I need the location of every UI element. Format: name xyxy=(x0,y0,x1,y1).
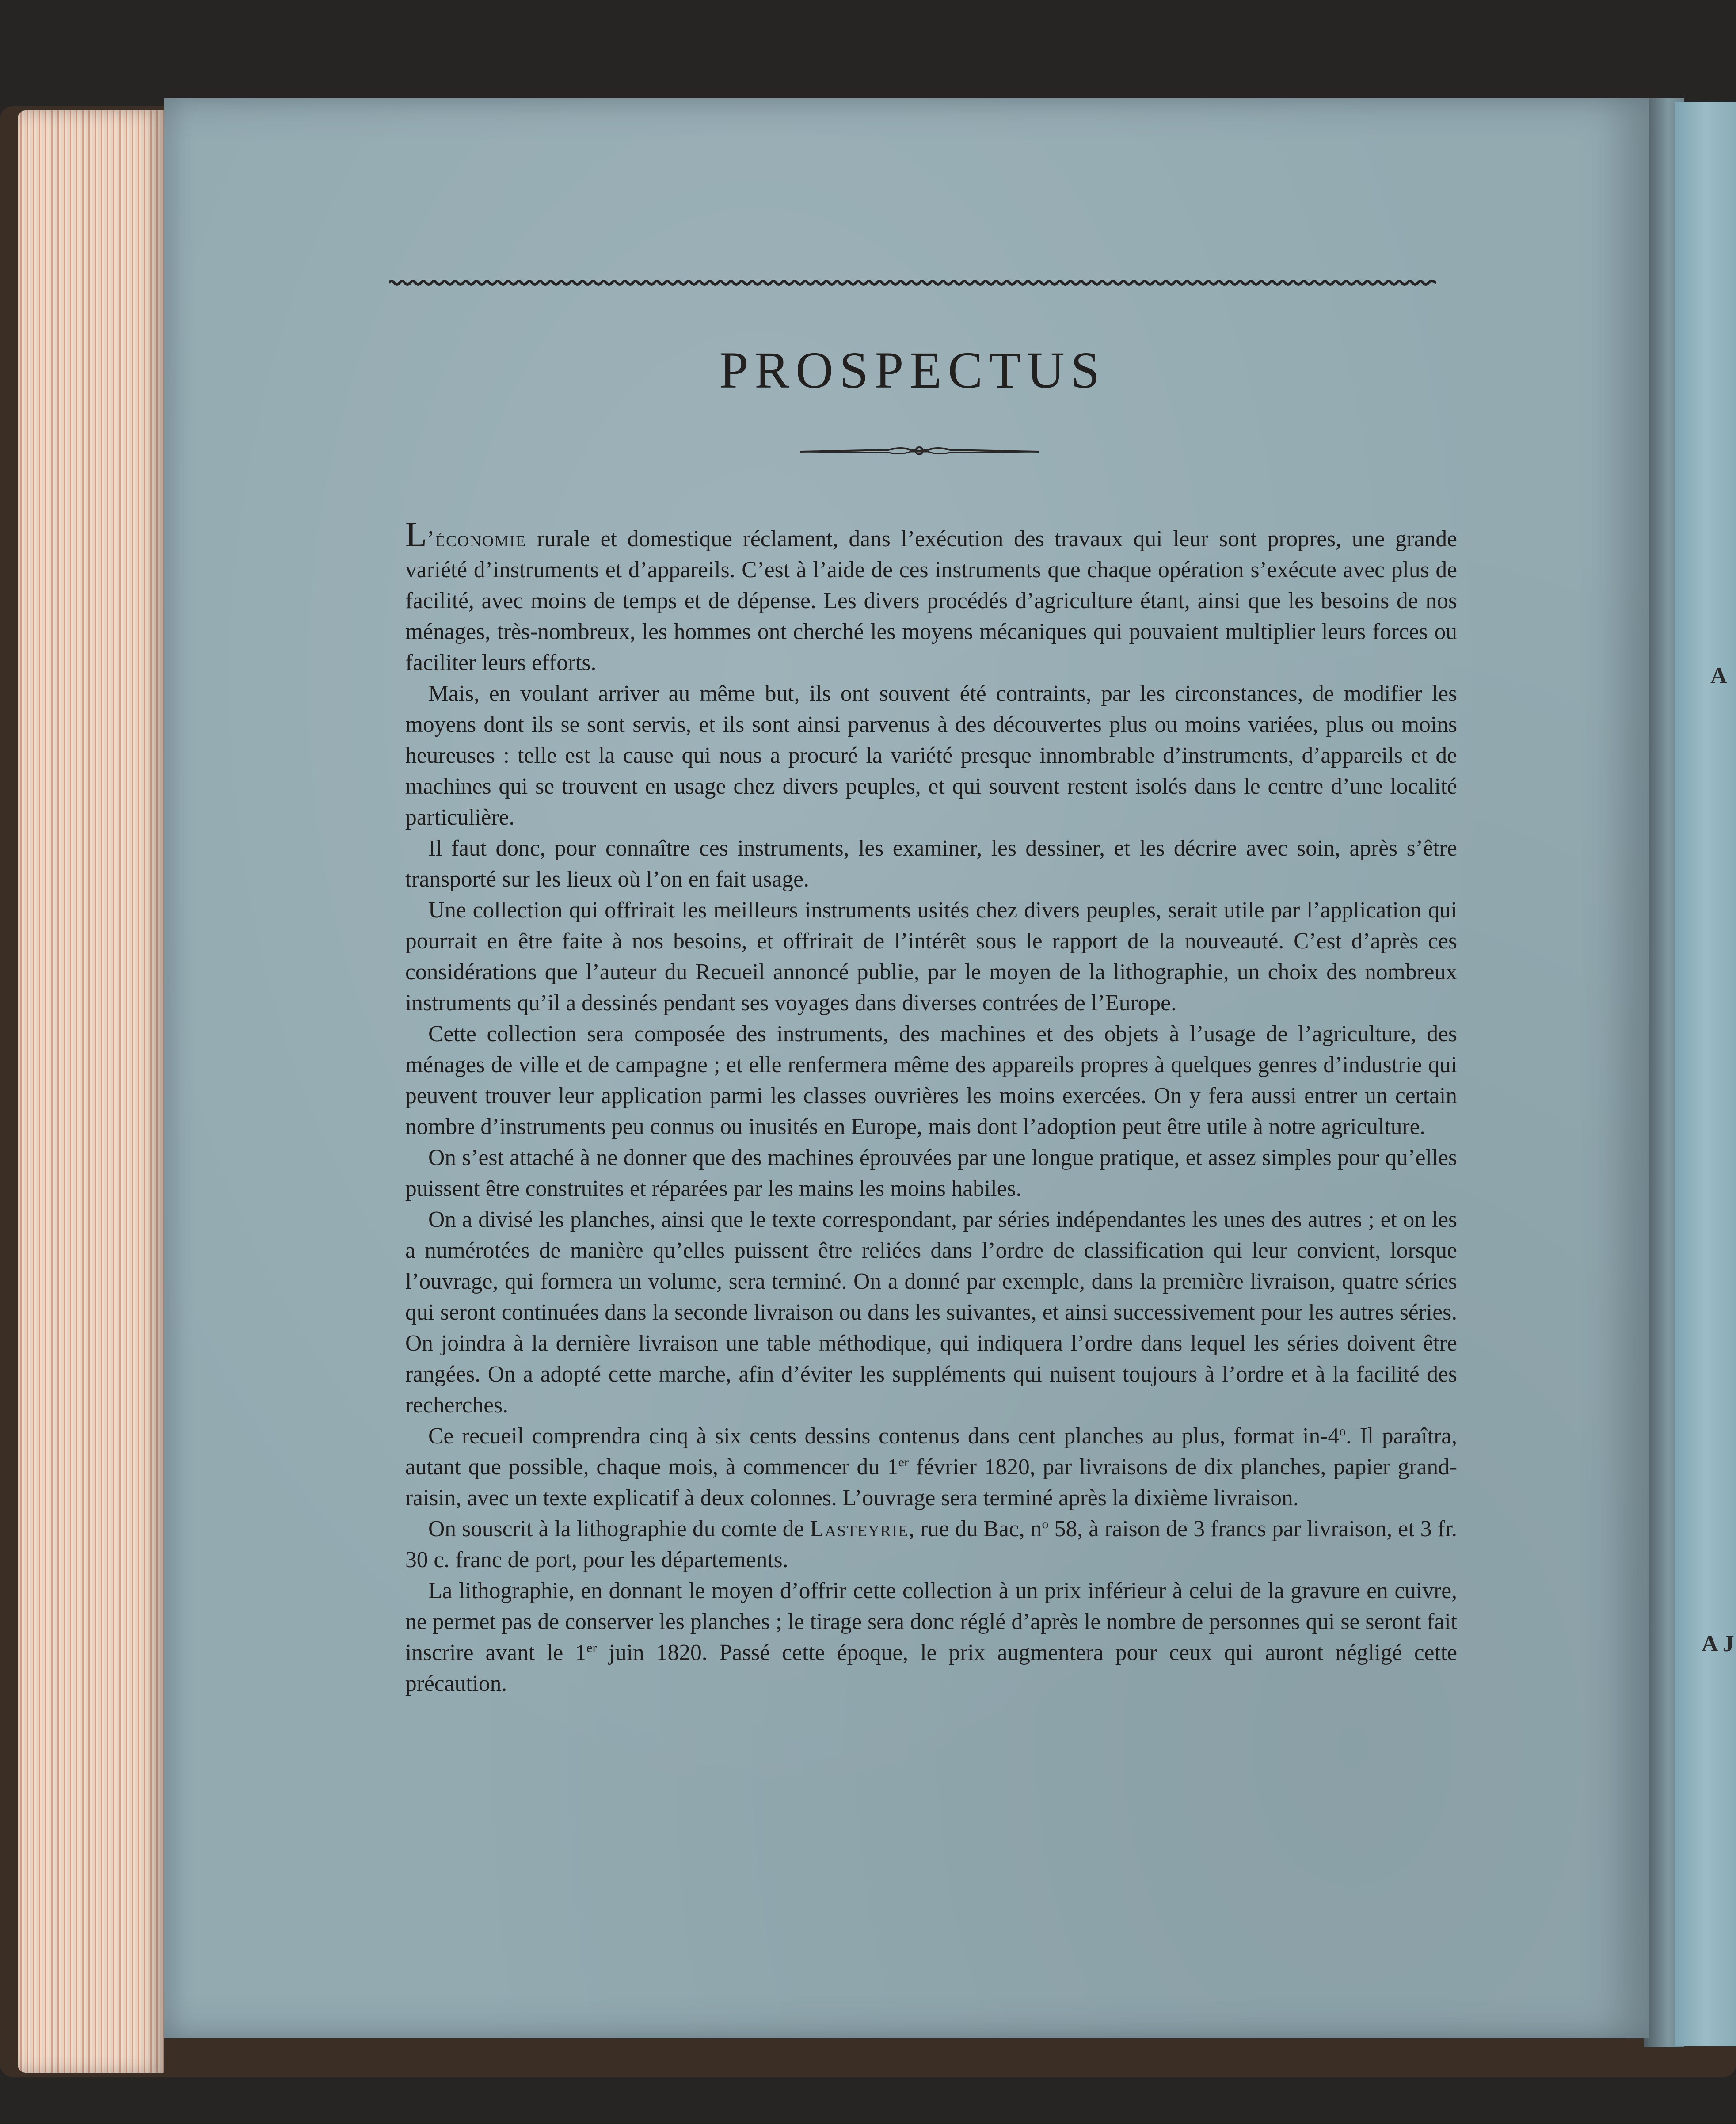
p8-text-a: Ce recueil comprendra cinq à six cents dessins contenus dans cent planches au plus, format in-4 xyxy=(428,1424,1340,1449)
facing-page-mark-top: A xyxy=(1710,663,1727,689)
p10-sup-er: er xyxy=(586,1640,597,1655)
p8-text-c: février 1820, par livraisons de dix planches, papier grand-raisin, avec un texte explicatif à deux colonnes. L’ouvrage sera terminé après la dixième livraison. xyxy=(405,1454,1457,1511)
decorative-rule xyxy=(389,278,1436,288)
prospectus-body xyxy=(405,515,1458,1699)
facing-page xyxy=(1675,102,1736,2046)
paragraph-3: Il faut donc, pour connaître ces instruments, les examiner, les dessiner, et les décrire avec soin, après s’être transporté sur les lieux où l’on en fait usage. xyxy=(405,836,1457,892)
facing-page-mark-bottom: A J xyxy=(1702,1631,1734,1656)
paragraph-8 xyxy=(405,1421,1457,1514)
p9-sup-o: o xyxy=(1042,1516,1049,1531)
p9-text-c: 58, à raison de 3 francs par livraison, et 3 fr. 30 c. franc de port, pour les départements. xyxy=(405,1516,1458,1572)
p8-sup-er: er xyxy=(898,1454,909,1469)
p8-sup-o: o xyxy=(1339,1424,1346,1439)
paragraph-2: Mais, en voulant arriver au même but, ils ont souvent été contraints, par les circonstances, de modifier les moyens dont ils se sont servis, et ils sont ainsi parvenus à des découvertes plus ou moins variées, plus ou moins heureuses : telle est la cause qui nous a procuré la variété presque innombrable d’instruments, d’appareils et de machines qui se trouvent en usage chez divers peuples, et qui souvent restent isolés dans le centre d’une localité particulière. xyxy=(405,681,1457,830)
paragraph-1-text: rurale et domestique réclament, dans l’exécution des travaux qui leur sont propres, une grande variété d’instruments et d’appareils. C’est à l’aide de ces instruments que chaque opération s’exécute avec plus de facilité, avec moins de temps et de dépense. Les divers procédés d’agriculture étant, ainsi que les besoins de nos ménages, très-nombreux, les hommes ont cherché les moyens mécaniques qui pouvaient multiplier leurs forces ou faciliter leurs efforts. xyxy=(405,526,1457,675)
paragraph-4: Une collection qui offrirait les meilleurs instruments usités chez divers peuples, serait utile par l’application qui pourrait en être faite à nos besoins, et offrirait de l’intérêt sous le rapport de la nouveauté. C’est d’après ces considérations que l’auteur du Recueil annoncé publie, par le moyen de la lithographie, un choix des nombreux instruments qu’il a dessinés pendant ses voyages dans diverses contrées de l’Europe. xyxy=(405,898,1457,1016)
p10-text-b: juin 1820. Passé cette époque, le prix augmentera pour ceux qui auront négligé cette précaution. xyxy=(405,1640,1457,1696)
paragraph-10 xyxy=(405,1576,1457,1699)
paragraph-6: On s’est attaché à ne donner que des machines éprouvées par une longue pratique, et assez simples pour qu’elles puissent être construites et réparées par les mains les moins habiles. xyxy=(405,1145,1457,1201)
page-title: PROSPECTUS xyxy=(719,341,1106,399)
paragraph-7: On a divisé les planches, ainsi que le texte correspondant, par séries indépendantes les unes des autres ; et on les a numérotées de manière qu’elles puissent être reliées dans l’ordre de classification qui leur convient, lorsque l’ouvrage, qui formera un volume, sera terminé. On a donné par exemple, dans la première livraison, quatre séries qui seront continuées dans la seconde livraison ou dans les suivantes, et ainsi successivement pour les autres séries. On joindra à la dernière livraison une table méthodique, qui indiquera l’ordre dans lequel les séries doivent être rangées. On a adopté cette marche, afin d’éviter les suppléments qui nuisent toujours à l’ordre et à la facilité des recherches. xyxy=(405,1207,1457,1418)
p9-text-b: , rue du Bac, n xyxy=(908,1516,1042,1542)
paragraph-1 xyxy=(405,515,1457,678)
paragraph-9 xyxy=(405,1514,1457,1576)
drop-cap: L xyxy=(405,515,427,554)
opening-small-caps: ’économie xyxy=(426,526,527,552)
p8-text-b: . Il paraîtra, autant que possible, chaque mois, à commencer du 1 xyxy=(405,1424,1457,1480)
p10-text-a: La lithographie, en donnant le moyen d’offrir cette collection à un prix inférieur à celui de la gravure en cuivre, ne permet pas de conserver les planches ; le tirage sera donc réglé d’après le nombre de personnes qui se seront fait inscrire avant le 1 xyxy=(405,1578,1457,1665)
p9-name-lasteyrie: Lasteyrie xyxy=(810,1516,909,1542)
title-ornament xyxy=(800,442,1039,460)
page-edges-stack xyxy=(18,110,164,2073)
p9-text-a: On souscrit à la lithographie du comte de xyxy=(428,1516,810,1542)
paragraph-5: Cette collection sera composée des instruments, des machines et des objets à l’usage de l’agriculture, des ménages de ville et de campagne ; et elle renfermera même des appareils propres à quelques genres d’industrie qui peuvent trouver leur application parmi les classes ouvrières les moins exercées. On y fera aussi entrer un certain nombre d’instruments peu connus ou inusités en Europe, mais dont l’adoption peut être utile à notre agriculture. xyxy=(405,1021,1457,1139)
